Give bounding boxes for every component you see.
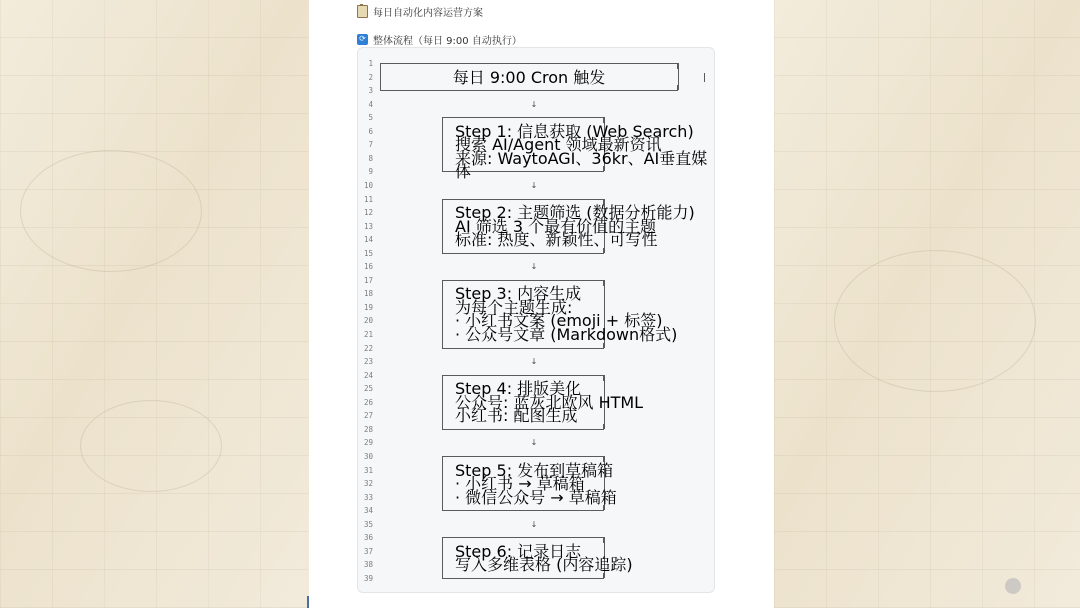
line-number: 28 — [363, 424, 373, 434]
document-title: 每日自动化内容运营方案 — [373, 7, 483, 19]
line-number: 35 — [363, 519, 373, 529]
section-title: 整体流程（每日 9:00 自动执行） — [373, 35, 522, 47]
line-number: 21 — [363, 330, 373, 339]
flow-arrow-icon: ↓ — [530, 262, 538, 272]
line-number: 38 — [363, 560, 373, 570]
line-number: 27 — [363, 411, 373, 421]
sketch-decoration — [80, 400, 222, 492]
code-text: Step 4: 排版美化 — [455, 379, 582, 399]
line-number: 7 — [368, 140, 373, 150]
code-text: 标准: 热度、新颖性、可写性 — [455, 230, 658, 250]
line-number: 8 — [368, 153, 373, 163]
line-number: 2 — [368, 72, 373, 82]
code-text: 小红书: 配图生成 — [455, 406, 578, 426]
box-border-left — [442, 537, 443, 578]
code-text: 写入多维表格 (内容追踪) — [455, 555, 633, 575]
line-number: 25 — [363, 384, 373, 394]
line-number: 34 — [363, 506, 373, 516]
sketch-decoration — [20, 150, 202, 272]
flow-arrow-icon: ↓ — [530, 438, 538, 448]
box-border-right-extra — [704, 73, 705, 82]
line-number: 6 — [368, 126, 373, 136]
line-number: 15 — [363, 248, 373, 258]
line-number: 12 — [363, 208, 373, 218]
flow-arrow-icon: ↓ — [530, 357, 538, 367]
watermark — [1005, 578, 1025, 594]
code-text: 为每个主题生成: — [455, 297, 573, 317]
code-text: AI 筛选 3 个最有价值的主题 — [455, 216, 657, 236]
line-number: 37 — [363, 546, 373, 556]
line-number: 10 — [363, 180, 373, 190]
box-border-left — [442, 199, 443, 253]
code-text: · 小红书文案 (emoji + 标签) — [455, 311, 663, 331]
background-left — [0, 0, 309, 608]
refresh-icon: ⟳ — [357, 34, 368, 45]
line-number: 1 — [368, 59, 373, 68]
code-text: 每日 9:00 Cron 触发 — [452, 67, 606, 87]
line-number: 4 — [368, 99, 373, 109]
line-number: 19 — [363, 302, 373, 312]
code-text: · 微信公众号 → 草稿箱 — [455, 487, 617, 507]
line-number: 14 — [363, 235, 373, 245]
line-number: 33 — [363, 492, 373, 502]
section-heading — [357, 31, 522, 47]
line-number: 17 — [363, 275, 373, 285]
code-text: Step 2: 主题筛选 (数据分析能力) — [455, 203, 695, 223]
code-text: 搜索 AI/Agent 领域最新资讯 — [455, 135, 662, 155]
code-text: · 公众号文章 (Markdown格式) — [455, 325, 678, 344]
line-number: 9 — [368, 167, 373, 177]
line-number: 5 — [368, 113, 373, 123]
box-border-left — [442, 456, 443, 510]
watermark-logo-icon — [1005, 578, 1021, 594]
code-text: 来源: WaytoAGI、36kr、AI垂直媒体 — [455, 148, 708, 181]
line-number: 24 — [363, 370, 373, 380]
code-block[interactable] — [357, 47, 715, 593]
code-text: Step 3: 内容生成 — [455, 284, 582, 304]
line-number: 30 — [363, 451, 373, 461]
flow-arrow-icon: ↓ — [530, 519, 538, 529]
document-panel — [309, 0, 774, 608]
code-text: 公众号: 蓝灰北欧风 HTML — [455, 392, 644, 412]
line-number: 32 — [363, 479, 373, 489]
clipboard-icon — [357, 5, 368, 18]
line-number: 13 — [363, 221, 373, 231]
line-number: 39 — [363, 573, 373, 583]
line-number: 20 — [363, 316, 373, 326]
line-number: 3 — [368, 86, 373, 96]
line-number: 22 — [363, 343, 373, 353]
code-text: · 小红书 → 草稿箱 — [455, 474, 585, 494]
code-text: Step 1: 信息获取 (Web Search) — [455, 121, 694, 141]
box-border-left — [442, 375, 443, 429]
line-number: 16 — [363, 262, 373, 272]
box-border-left — [442, 117, 443, 171]
line-number: 18 — [363, 289, 373, 299]
line-number: 23 — [363, 357, 373, 367]
code-text: Step 6: 记录日志 — [455, 541, 582, 561]
line-number: 31 — [363, 465, 373, 475]
box-border-left — [442, 280, 443, 348]
line-number: 36 — [363, 533, 373, 543]
line-number: 29 — [363, 438, 373, 448]
box-border-right — [678, 63, 679, 90]
flow-arrow-icon: ↓ — [530, 180, 538, 190]
document-title-row — [357, 4, 483, 18]
sketch-decoration — [834, 250, 1036, 392]
code-text: Step 5: 发布到草稿箱 — [455, 460, 614, 480]
flow-arrow-icon: ↓ — [530, 99, 538, 109]
background-right — [774, 0, 1080, 608]
line-number: 26 — [363, 397, 373, 407]
line-number: 11 — [363, 194, 373, 204]
